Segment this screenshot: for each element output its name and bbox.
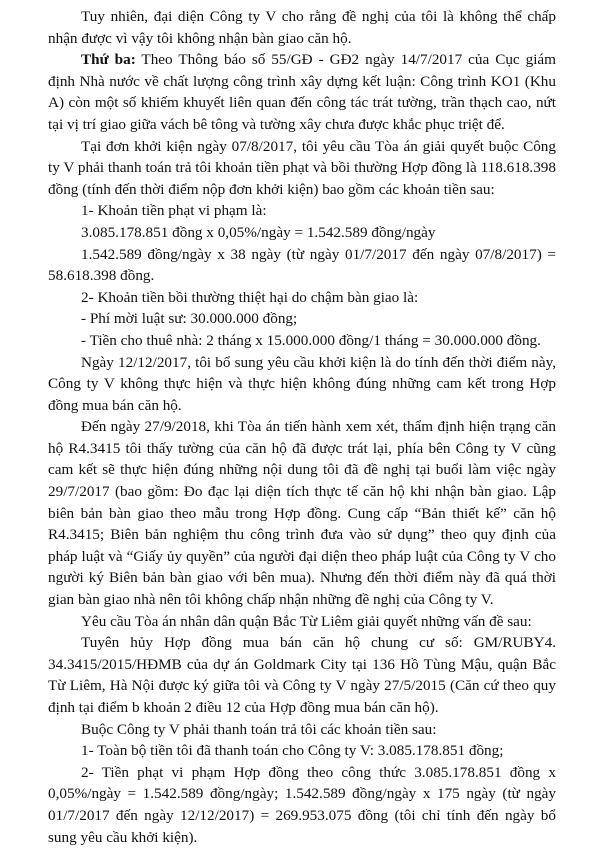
paragraph-supplement-claim: Ngày 12/12/2017, tôi bổ sung yêu cầu khởi kiện là do tính đến thời điểm này, Công ty V không thực hiện và thực hiện không đúng những cam kết trong Hợp đồng mua bán căn hộ. bbox=[48, 353, 556, 414]
third-point-label: Thứ ba: bbox=[81, 51, 136, 69]
paragraph-lawyer-fee: - Phí mời luật sư: 30.000.000 đồng; bbox=[81, 310, 298, 328]
paragraph-rent-cost: - Tiền cho thuê nhà: 2 tháng x 15.000.000 đồng/1 tháng = 30.000.000 đồng. bbox=[81, 331, 541, 349]
paragraph-refusal: Tuy nhiên, đại diện Công ty V cho rằng đề nghị của tôi là không thể chấp nhận được vì vậy tôi không nhận bàn giao căn hộ. bbox=[48, 8, 556, 47]
paragraph-penalty-rate: 3.085.178.851 đồng x 0,05%/ngày = 1.542.589 đồng/ngày bbox=[81, 223, 436, 241]
paragraph-penalty-total: 1.542.589 đồng/ngày x 38 ngày (từ ngày 01/7/2017 đến ngày 07/8/2017) = 58.618.398 đồng. bbox=[48, 245, 556, 285]
third-point-text: Theo Thông báo số 55/GĐ - GĐ2 ngày 14/7/2017 của Cục giám định Nhà nước về chất lượng công trình xây dựng kết luận: Công trình KO1 (Khu A) còn một số khiếm khuyết liên quan đến công tác trát tường, trần thạch cao, nứt tại vị trí giao giữa vách bê tông và tường xây chưa được khắc phục triệt để. bbox=[48, 51, 556, 133]
paragraph-payment-demand: Buộc Công ty V phải thanh toán trả tôi các khoản tiền sau: bbox=[81, 720, 437, 738]
paragraph-penalty-final: 2- Tiền phạt vi phạm Hợp đồng theo công thức 3.085.178.851 đồng x 0,05%/ngày = 1.542.589 đồng/ngày; 1.542.589 đồng/ngày x 175 ngày (từ ngày 01/7/2017 đến ngày 12/12/2017) = 269.953.075 đồng (tôi chỉ tính đến ngày bổ sung yêu cầu khởi kiện). bbox=[48, 763, 556, 846]
paragraph-court-request: Yêu cầu Tòa án nhân dân quận Bắc Từ Liêm giải quyết những vấn đề sau: bbox=[81, 612, 532, 630]
paragraph-penalty-heading: 1- Khoản tiền phạt vi phạm là: bbox=[81, 202, 267, 220]
paragraph-lawsuit-claim: Tại đơn khởi kiện ngày 07/8/2017, tôi yêu cầu Tòa án giải quyết buộc Công ty V phải thanh toán trả tôi khoản tiền phạt và bồi thường Hợp đồng là 118.618.398 đồng (tính đến thời điểm nộp đơn khởi kiện) bao gồm các khoản tiền sau: bbox=[48, 137, 556, 198]
paragraph-damages-heading: 2- Khoản tiền bồi thường thiệt hại do chậm bàn giao là: bbox=[81, 288, 419, 306]
paragraph-site-inspection: Đến ngày 27/9/2018, khi Tòa án tiến hành xem xét, thẩm định hiện trạng căn hộ R4.3415 tôi thấy tường của căn hộ đã được trát lại, phía bên Công ty V cũng cam kết sẽ thực hiện đúng những nội dung tôi đã đề nghị tại buổi làm việc ngày 29/7/2017 (bao gồm: Đo đạc lại diện tích thực tế căn hộ khi nhận bàn giao. Lập biên bản bàn giao theo mẫu trong Hợp đồng. Cung cấp “Bản thiết kế” căn hộ R4.3415; Biên bản nghiệm thu công trình đưa vào sử dụng” theo quy định của pháp luật và “Giấy ủy quyền” của người đại diện theo pháp luật của Công ty V cho người ký Biên bản bàn giao với bên mua). Nhưng đến thời điểm này đã quá thời gian bàn giao nhà nên tôi không chấp nhận những đề nghị của Công ty V. bbox=[48, 418, 556, 609]
paragraph-third-point bbox=[48, 49, 556, 135]
paragraph-refund-total: 1- Toàn bộ tiền tôi đã thanh toán cho Công ty V: 3.085.178.851 đồng; bbox=[81, 742, 504, 760]
paragraph-contract-cancel: Tuyên hủy Hợp đồng mua bán căn hộ chung cư số: GM/RUBY4. 34.3415/2015/HĐMB của dự án Goldmark City tại 136 Hồ Tùng Mậu, quận Bắc Từ Liêm, Hà Nội được ký giữa tôi và Công ty V ngày 27/5/2015 (Căn cứ theo quy định tại điểm b khoản 2 điều 12 của Hợp đồng mua bán căn hộ). bbox=[48, 634, 556, 716]
